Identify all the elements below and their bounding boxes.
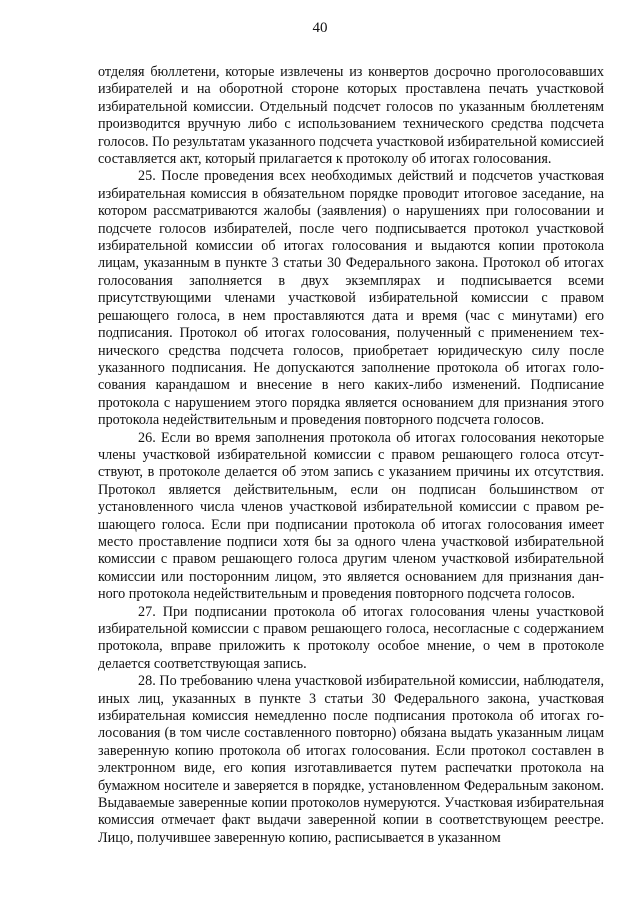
paragraph-continuation: отделяя бюллетени, которые извлечены из конвертов досрочно проголосовавших избирателей и на оборотной стороне которых проставлена печать участковой избирательной комиссии. Отдельный подсчет голосов по указанным бюллетеням производится вручную либо с использованием технического средства подсчета голосов. По результатам указанного подсчета участковой избирательной комиссией составляется акт, который прилагается к протоколу об итогах голосования.: [98, 64, 605, 168]
paragraph-26: 26. Если во время заполнения протокола об итогах голосования некоторые члены участковой избирательной комиссии с правом решающего голоса отсутствуют, в протоколе делается об этом запись с указанием причины их отсутствия. Протокол является действительным, если он подписан большинством от установленного числа членов участковой избирательной комиссии с правом решающего голоса. Если при подписании протокола об итогах голосования имеет место проставление подписи хотя бы за одного члена участковой избирательной комиссии с правом решающего голоса другим членом участковой избирательной комиссии или посторонним лицом, это является основанием для признания данного протокола недействительным и проведения повторного подсчета голосов.: [98, 429, 604, 603]
page-number: 40: [312, 20, 328, 36]
paragraph-28: 28. По требованию члена участковой избирательной комиссии, наблюдателя, иных лиц, указанных в пункте 3 статьи 30 Федерального закона, участковая избирательная комиссия немедленно после подписания протокола об итогах голосования (в том числе составленного повторно) обязана выдать указанным лицам заверенную копию протокола об итогах голосования. Если протокол составлен в электронном виде, его копия изготавливается путем распечатки протокола на бумажном носителе и заверяется в порядке, установленном Федеральным законом. Выдаваемые заверенные копии протоколов нумеруются. Участковая избирательная комиссия отмечает факт выдачи заверенной копии в соответствующем реестре. Лицо, получившее заверенную копию, расписывается в указанном: [98, 673, 604, 846]
document-body: [98, 64, 604, 847]
paragraph-25: 25. После проведения всех необходимых действий и подсчетов участковая избирательная комиссия в обязательном порядке проводит итоговое заседание, на котором рассматриваются жалобы (заявления) о нарушениях при голосовании и подсчете голосов избирателей, после чего подписывается протокол участковой избирательной комиссии об итогах голосования и выдаются копии протокола лицам, указанным в пункте 3 статьи 30 Федерального закона. Протокол об итогах голосования заполняется в двух экземплярах и подписывается всеми присутствующими членами участковой избирательной комиссии с правом решающего голоса, в нем проставляются дата и время (час с минутами) его подписания. Протокол об итогах голосования, полученный с применением технического средства подсчета голосов, приобретает юридическую силу после указанного подписания. Не допускаются заполнение протокола об итогах голосования карандашом и внесение в него каких-либо изменений. Подписание протокола с нарушением этого порядка является основанием для признания этого протокола недействительным и проведения повторного подсчета голосов.: [98, 168, 604, 429]
paragraph-27: 27. При подписании протокола об итогах голосования члены участковой избирательной комиссии с правом решающего голоса, несогласные с содержанием протокола, вправе приложить к протоколу особое мнение, о чем в протоколе делается соответствующая запись.: [98, 603, 604, 672]
